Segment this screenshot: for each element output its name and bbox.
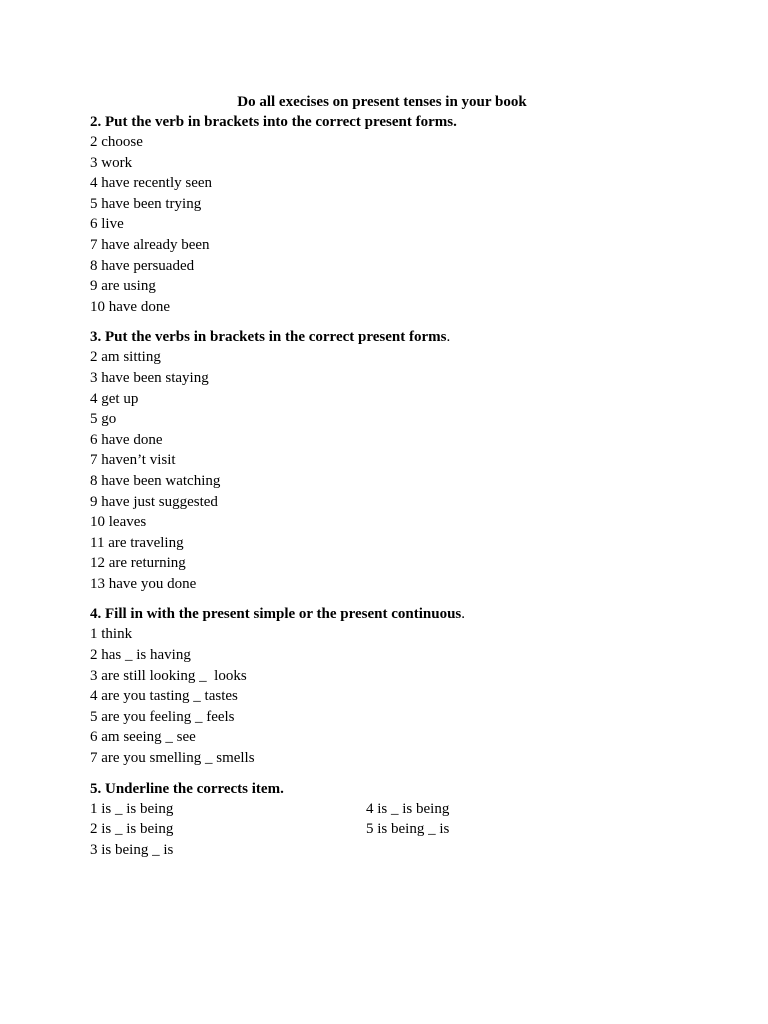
section-spacer: [90, 317, 690, 327]
answer-item: 3 are still looking _ looks: [90, 667, 247, 684]
answer-item: 12 are returning: [90, 555, 186, 572]
answer-item: 9 are using: [90, 278, 156, 295]
section-5-heading: [90, 779, 690, 799]
section-4-heading-text: 4. Fill in with the present simple or the present continuous: [90, 606, 462, 623]
answer-item: 4 are you tasting _ tastes: [90, 688, 238, 705]
section-3-heading-text: 3. Put the verbs in brackets in the correct present forms: [90, 329, 447, 346]
answer-item: 7 have already been: [90, 236, 210, 253]
answer-item: 6 have done: [90, 431, 163, 448]
document-title: Do all execises on present tenses in your book: [237, 94, 527, 110]
answer-item: 4 is _ is being: [366, 800, 450, 817]
answer-item: 7 are you smelling _ smells: [90, 750, 255, 767]
answer-item: 5 is being _ is: [366, 821, 450, 838]
section-3-heading: [90, 327, 690, 347]
answer-item: 1 is _ is being: [90, 800, 174, 817]
answer-item: 2 choose: [90, 134, 143, 150]
answer-item: 5 go: [90, 411, 117, 428]
answer-item: 3 have been staying: [90, 369, 209, 386]
answer-item: 4 have recently seen: [90, 175, 213, 192]
section-3-answers: [90, 347, 690, 594]
section-spacer: [90, 769, 690, 779]
section-4-answers: [90, 624, 690, 768]
answer-item: [366, 840, 642, 861]
answer-item: 4 get up: [90, 390, 139, 407]
answer-item: 7 haven’t visit: [90, 452, 176, 469]
document-page: [90, 92, 690, 860]
answer-item: 8 have persuaded: [90, 257, 195, 274]
answer-item: 5 are you feeling _ feels: [90, 708, 235, 725]
section-2-heading-text: 2. Put the verb in brackets into the correct present forms.: [90, 114, 457, 130]
answer-item: 3 work: [90, 154, 133, 171]
section-5-heading-text: 5. Underline the corrects item.: [90, 780, 284, 797]
answer-item: 6 live: [90, 216, 124, 233]
section-5-answers: [90, 799, 690, 861]
answer-item: 2 is _ is being: [90, 821, 174, 838]
answer-item: 6 am seeing _ see: [90, 729, 196, 746]
answer-item: 9 have just suggested: [90, 493, 218, 510]
section-4-heading-trail: .: [461, 606, 466, 623]
section-spacer: [90, 594, 690, 604]
answer-item: 11 are traveling: [90, 534, 184, 551]
answer-item: 13 have you done: [90, 575, 197, 592]
answer-item: 8 have been watching: [90, 472, 221, 489]
answer-item: 10 leaves: [90, 514, 147, 531]
answer-item: 2 am sitting: [90, 349, 161, 366]
answer-item: 5 have been trying: [90, 195, 202, 212]
section-2-heading: [90, 112, 690, 132]
answer-item: 3 is being _ is: [90, 841, 174, 858]
answer-item: 2 has _ is having: [90, 647, 191, 664]
section-2-answers: [90, 132, 690, 317]
section-3-heading-trail: .: [446, 329, 451, 346]
answer-item: 10 have done: [90, 298, 170, 315]
section-4-heading: [90, 604, 690, 624]
answer-item: 1 think: [90, 626, 133, 643]
